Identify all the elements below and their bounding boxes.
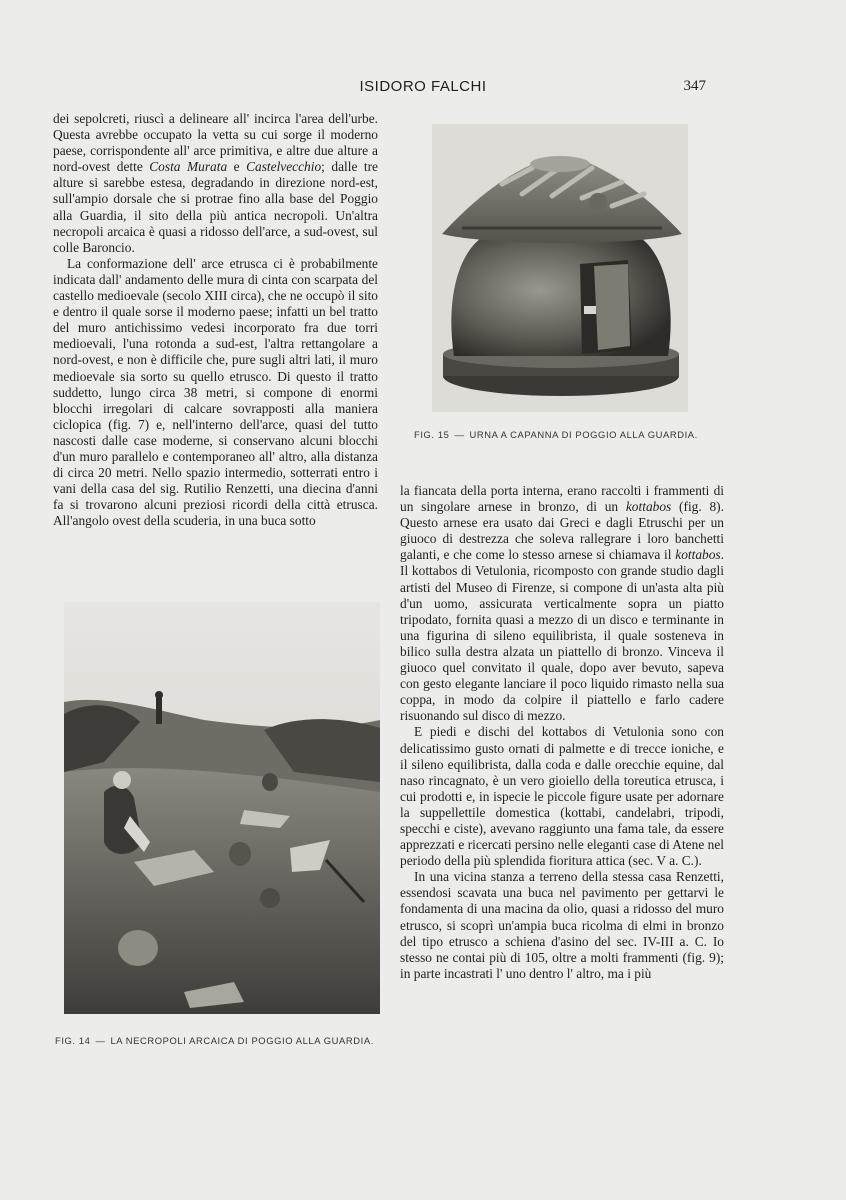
- caption-dash: —: [95, 1035, 106, 1046]
- text-run: ; dalle tre alture si sarebbe estesa, degradando in direzione nord-est, sull'ampio dorsale che si protrae fino alla base del Poggio alla Guardia, il sito della più antica necropoli. Un'altra necropoli arcaica è quasi a ridosso dell'arce, a sud-ovest, sul colle Baroncio.: [53, 159, 378, 255]
- text-run: . Il kottabos di Vetulonia, ricomposto con grande studio dagli artisti del Museo di Firenze, si compone di un'asta alta più d'un uomo, assicurata verticalmente sopra un piatto tripodato, fornita quasi a mezzo di un disco e terminante in una figurina di sileno equilibrista, il quale sosteneva in bilico sulla destra alzata un piattello di bronzo. Vinceva il giuoco quel convitato il quale, dopo aver bevuto, sapeva con gesto elegante lanciare il poco liquido rimasto nella sua coppa, in modo da colpire il piattello e farlo cadere risuonando sul disco di mezzo.: [400, 547, 724, 724]
- right-paragraph-1: [400, 483, 724, 724]
- text-run: e: [227, 159, 247, 175]
- figure-14-label: FIG. 14: [55, 1035, 91, 1046]
- italic-term: Castelvecchio: [246, 159, 322, 175]
- necropolis-photo: [64, 602, 380, 1014]
- right-paragraph-2: E piedi e dischi del kottabos di Vetulonia sono con delicatissimo gusto ornati di palmette e di trecce ioniche, e il sileno equilibrista, dalla coda e dalle orecchie equine, dal naso rincagnato, è un vero gioiello della toreutica etrusca, i cui prodotti e, in ispecie le piccole figure usate per adornare la suppellettile domestica (kottabi, candelabri, tripodi, specchi e ciste), avevano raggiunto una fama tale, da essere apprezzati e ricercati persino nelle eleganti case di Atene nel periodo della più splendida fioritura attica (sec. V a. C.).: [400, 724, 724, 869]
- figure-15-caption-text: URNA A CAPANNA DI POGGIO ALLA GUARDIA.: [469, 429, 698, 440]
- right-paragraph-3: In una vicina stanza a terreno della stessa casa Renzetti, essendosi scavata una buca nel pavimento per gettarvi le fondamenta di una macina da olio, quasi a ridosso del muro etrusco, si scoprì un'ampia buca ricolma di elmi in bronzo del tipo etrusco a schiena d'asino del sec. IV-III a. C. Io stesso ne contai più di 105, oltre a molti frammenti (fig. 9); in parte incastrati l' uno dentro l' altro, ma i più: [400, 869, 724, 981]
- running-title: ISIDORO FALCHI: [359, 78, 487, 95]
- page-number: 347: [683, 78, 706, 94]
- hut-urn-illustration: [432, 124, 688, 412]
- italic-term: kottabos: [675, 547, 721, 563]
- figure-15-label: FIG. 15: [414, 429, 450, 440]
- italic-term: kottabos: [625, 499, 672, 515]
- text-run: la fiancata della porta interna, erano raccolti i frammenti di un singolare arnese in bronzo, di un: [400, 483, 724, 515]
- necropolis-illustration: [64, 602, 380, 1014]
- text-run: dei sepolcreti, riuscì a delineare all' incirca l'area dell'urbe. Questa avrebbe occupato la vetta su cui sorge il moderno paese, corrispondente all' arce primitiva, e altre due alture a nord-ovest dette: [53, 111, 378, 175]
- text-run: (fig. 8). Questo arnese era usato dai Greci e dagli Etruschi per un giuoco di destrezza che soleva rallegrare i loro banchetti galanti, e che come lo stesso arnese si chiamava il: [400, 499, 724, 563]
- running-head: [0, 78, 846, 98]
- left-paragraph-2: La conformazione dell' arce etrusca ci è probabilmente indicata dall' andamento delle mura di cinta con scarpata del castello medioevale (secolo XIII circa), che ne occupò il sito e dentro il quale sorse il moderno paese; infatti un bel tratto del muro antichissimo vedesi incorporato fra due torri medioevali, l'una rotonda a sud-est, l'altra rettangolare a nord-ovest, e non è difficile che, pure sugli altri lati, il muro medioevale sia sorto su quello etrusco. Di questo il tratto suddetto, lungo circa 38 metri, si compone di enormi blocchi irregolari di calcare sovrapposti alla maniera ciclopica (fig. 7) e, nell'interno dell'arce, quasi del tutto nascosti dalle case moderne, si conservano alcuni blocchi d'un muro parallelo e contemporaneo all' altro, alla distanza di circa 20 metri. Nello spazio intermedio, sotterrati entro i vani della casa del sig. Rutilio Renzetti, una diecina d'anni fa si trovarono alcuni preziosi ricordi della città etrusca. All'angolo ovest della scuderia, in una buca sotto: [53, 255, 378, 529]
- left-text-column: [53, 111, 378, 529]
- left-paragraph-1: [53, 111, 378, 256]
- italic-term: Costa Murata: [149, 159, 228, 175]
- figure-14-caption: [55, 1035, 374, 1046]
- right-text-column: [400, 483, 724, 982]
- caption-dash: —: [454, 429, 465, 440]
- figure-15-caption: [414, 429, 698, 440]
- figure-14-caption-text: LA NECROPOLI ARCAICA DI POGGIO ALLA GUARDIA.: [110, 1035, 374, 1046]
- hut-urn-photo: [432, 124, 688, 412]
